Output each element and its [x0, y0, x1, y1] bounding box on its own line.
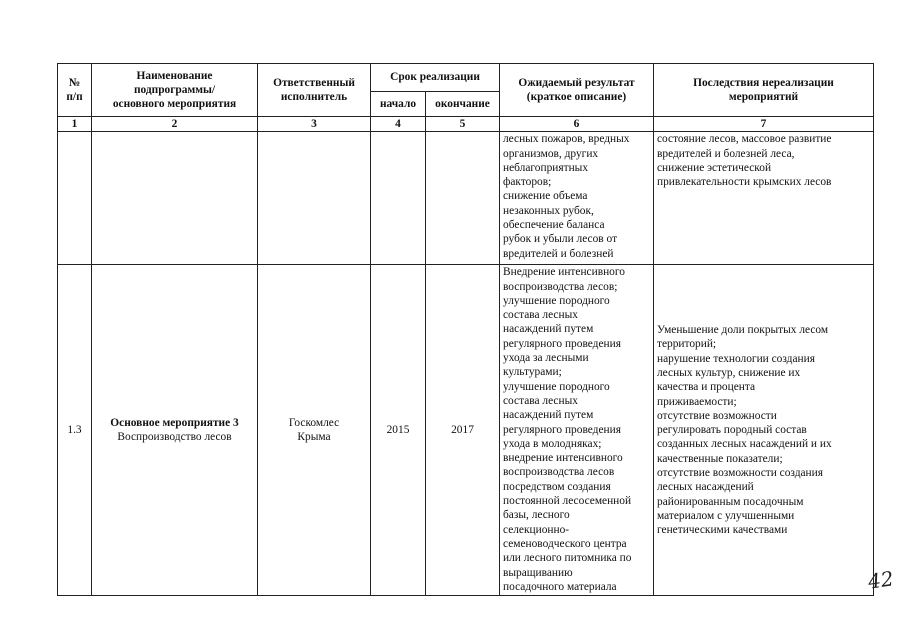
- header-name: Наименование подпрограммы/ основного мероприятия: [92, 64, 258, 117]
- column-number: 6: [500, 117, 654, 132]
- activity-name-cell: [92, 265, 258, 596]
- table-row-1-3: [58, 265, 874, 596]
- column-number: 1: [58, 117, 92, 132]
- header-executor: Ответственный исполнитель: [258, 64, 371, 117]
- header-end: окончание: [426, 92, 500, 117]
- column-number: 7: [654, 117, 874, 132]
- table-row-continued: [58, 132, 874, 265]
- header-term: Срок реализации: [371, 64, 500, 92]
- header-result: Ожидаемый результат (краткое описание): [500, 64, 654, 117]
- column-number: 4: [371, 117, 426, 132]
- column-number: 3: [258, 117, 371, 132]
- row-number: 1.3: [58, 265, 92, 596]
- expected-result: Внедрение интенсивного воспроизводства лесов; улучшение породного состава лесных насаждений путем регулярного проведения ухода за лесными культурами; улучшение породного состава лесных насаждений путем регулярного проведения ухода в молодняках; внедрение интенсивного воспроизводства лесов посредством создания постоянной лесосеменной базы, лесного селекционно- семеноводческого центра или лесного питомника по выращиванию посадочного материала: [500, 265, 654, 596]
- activity-title: Основное мероприятие 3: [110, 417, 239, 429]
- end-year: 2017: [426, 265, 500, 596]
- page-number: 42: [866, 566, 895, 594]
- header-consequences: Последствия нереализации мероприятий: [654, 64, 874, 117]
- consequences: Уменьшение доли покрытых лесом территорий; нарушение технологии создания лесных культур, снижение их качества и процента приживаемости; отсутствие возможности регулировать породный состав созданных лесных насаждений и их качественные показатели; отсутствие возможности создания лесных насаждений районированным посадочным материалом с улучшенными генетическими качествами: [654, 265, 874, 596]
- header-num: № п/п: [58, 64, 92, 117]
- start-year: 2015: [371, 265, 426, 596]
- continued-consequences: состояние лесов, массовое развитие вредителей и болезней леса, снижение эстетической привлекательности крымских лесов: [654, 132, 874, 265]
- continued-result: лесных пожаров, вредных организмов, других неблагоприятных факторов; снижение объема незаконных рубок, обеспечение баланса рубок и убыли лесов от вредителей и болезней: [500, 132, 654, 265]
- activity-subtitle: Воспроизводство лесов: [117, 431, 232, 444]
- header-start: начало: [371, 92, 426, 117]
- program-table: [57, 63, 874, 596]
- column-number: 2: [92, 117, 258, 132]
- column-number: 5: [426, 117, 500, 132]
- executor: Госкомлес Крыма: [258, 265, 371, 596]
